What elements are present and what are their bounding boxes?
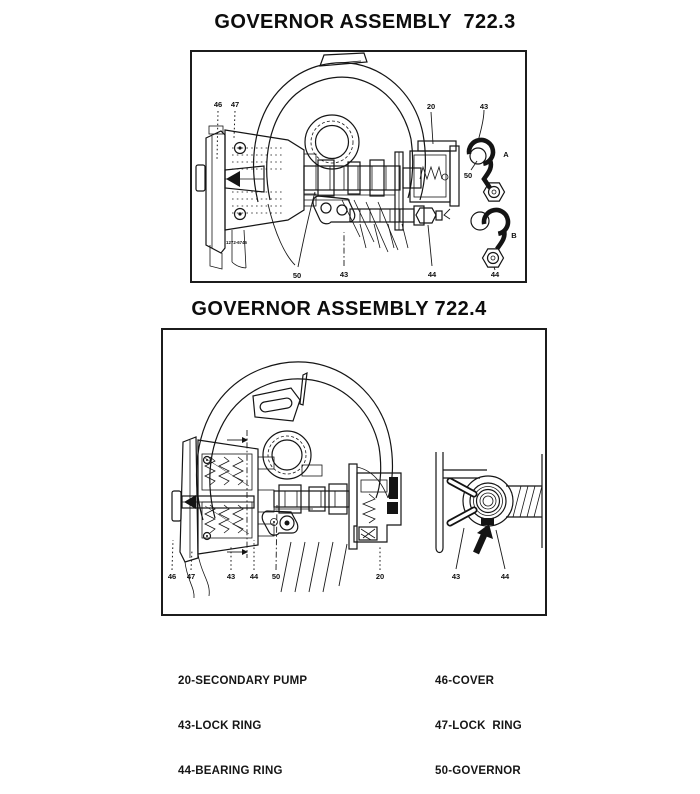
callout-44-bottom: 44 bbox=[427, 270, 437, 279]
pointer-arrow bbox=[476, 524, 493, 553]
governor-cross-section bbox=[196, 126, 316, 269]
legend-item: 47-LOCK RING bbox=[435, 720, 522, 732]
legend-item: 46-COVER bbox=[435, 675, 495, 687]
drawing-number: 1272-6746 bbox=[226, 240, 247, 245]
pump-spring bbox=[363, 494, 375, 523]
callout-47: 47 bbox=[186, 572, 196, 581]
callout-50-bottom: 50 bbox=[292, 271, 302, 280]
label-detail-b: B bbox=[511, 231, 517, 240]
legend-item: 20-SECONDARY PUMP bbox=[178, 675, 308, 687]
callout-43-top: 43 bbox=[479, 102, 489, 111]
nut-a bbox=[484, 183, 505, 201]
governor-assembly-722-3-drawing bbox=[192, 52, 525, 281]
bearing-rings bbox=[470, 483, 506, 519]
callout-43: 43 bbox=[226, 572, 236, 581]
governor-ball-a bbox=[470, 148, 486, 164]
callout-46: 46 bbox=[213, 100, 223, 109]
figure-722-4-diagram bbox=[161, 328, 547, 616]
legend-item: 43-LOCK RING bbox=[178, 720, 262, 732]
parts-legend-right bbox=[435, 644, 522, 794]
page-title-722-3: GOVERNOR ASSEMBLY 722.3 bbox=[214, 11, 516, 33]
lower-bolt-assembly bbox=[350, 206, 450, 225]
shaft-hatching bbox=[513, 486, 542, 517]
bearing-detail-view bbox=[436, 449, 545, 569]
figure-722-3-diagram bbox=[190, 50, 527, 283]
mounting-bracket bbox=[262, 511, 298, 535]
detail-b-lock-ring bbox=[471, 208, 510, 267]
legend-item: 44-BEARING RING bbox=[178, 765, 283, 777]
parts-legend-left bbox=[178, 644, 307, 794]
detail-a-lock-ring bbox=[467, 138, 504, 201]
callout-47: 47 bbox=[230, 100, 240, 109]
callout-43-bottom: 43 bbox=[339, 270, 349, 279]
label-detail-a: A bbox=[503, 150, 509, 159]
secondary-pump-section bbox=[410, 141, 459, 206]
callout-44-side: 44 bbox=[490, 270, 500, 279]
nut-b bbox=[483, 249, 504, 267]
callout-20: 20 bbox=[426, 102, 436, 111]
pump-spring bbox=[420, 167, 442, 179]
page-title-722-4: GOVERNOR ASSEMBLY 722.4 bbox=[191, 298, 487, 320]
callout-44: 44 bbox=[249, 572, 259, 581]
section-line bbox=[227, 430, 248, 558]
governor-shaft bbox=[274, 465, 349, 514]
callout-43-detail: 43 bbox=[451, 572, 461, 581]
legend-item: 50-GOVERNOR bbox=[435, 765, 521, 777]
callout-50-side: 50 bbox=[463, 171, 473, 180]
callout-46: 46 bbox=[167, 572, 177, 581]
callout-20: 20 bbox=[375, 572, 385, 581]
governor-assembly-722-4-drawing bbox=[163, 330, 545, 614]
callout-44-detail: 44 bbox=[500, 572, 510, 581]
pointer-tick bbox=[444, 209, 450, 219]
section-hatching bbox=[281, 542, 347, 592]
callout-50: 50 bbox=[271, 572, 281, 581]
